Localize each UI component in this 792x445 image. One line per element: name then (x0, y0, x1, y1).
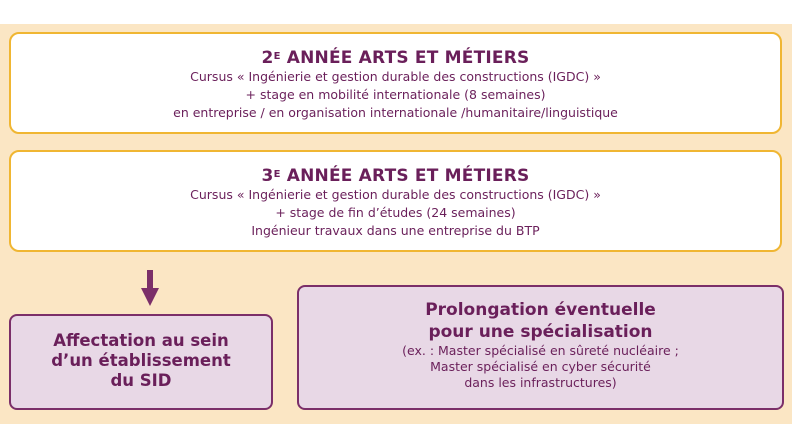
prolongation-line-1: (ex. : Master spécialisé en sûreté nucléaire ; (402, 343, 679, 358)
year-3-line-1: Cursus « Ingénierie et gestion durable des constructions (IGDC) » (190, 187, 601, 202)
affectation-title-line-1: Affectation au sein (53, 331, 229, 350)
year-2-box (9, 32, 782, 134)
affectation-box (9, 314, 273, 410)
down-arrow-icon (141, 270, 159, 306)
year-2-title-text: ANNÉE ARTS ET MÉTIERS (280, 48, 530, 68)
year-2-line-1: Cursus « Ingénierie et gestion durable des constructions (IGDC) » (190, 69, 601, 84)
prolongation-box (297, 285, 784, 410)
year-2-number: 2 (261, 48, 274, 68)
affectation-title-line-2: d’un établissement (51, 351, 231, 370)
prolongation-title (299, 299, 782, 343)
prolongation-line-3: dans les infrastructures) (464, 375, 617, 390)
year-3-box (9, 150, 782, 252)
year-3-title-text: ANNÉE ARTS ET MÉTIERS (280, 166, 530, 186)
year-3-number: 3 (261, 166, 274, 186)
year-3-line-2: + stage de fin d’études (24 semaines) (275, 205, 516, 220)
year-3-title (11, 166, 780, 186)
year-2-line-3: en entreprise / en organisation internationale /humanitaire/linguistique (173, 105, 618, 120)
affectation-title-line-3: du SID (110, 371, 172, 390)
prolongation-line-2: Master spécialisé en cyber sécurité (430, 359, 651, 374)
prolongation-title-line-1: Prolongation éventuelle (425, 300, 656, 320)
year-3-line-3: Ingénieur travaux dans une entreprise du BTP (251, 223, 540, 238)
prolongation-title-line-2: pour une spécialisation (428, 322, 653, 342)
year-2-line-2: + stage en mobilité internationale (8 semaines) (245, 87, 546, 102)
year-3-ordinal: E (273, 169, 281, 180)
year-2-ordinal: E (273, 51, 281, 62)
affectation-title (11, 331, 271, 391)
year-2-title (11, 48, 780, 68)
